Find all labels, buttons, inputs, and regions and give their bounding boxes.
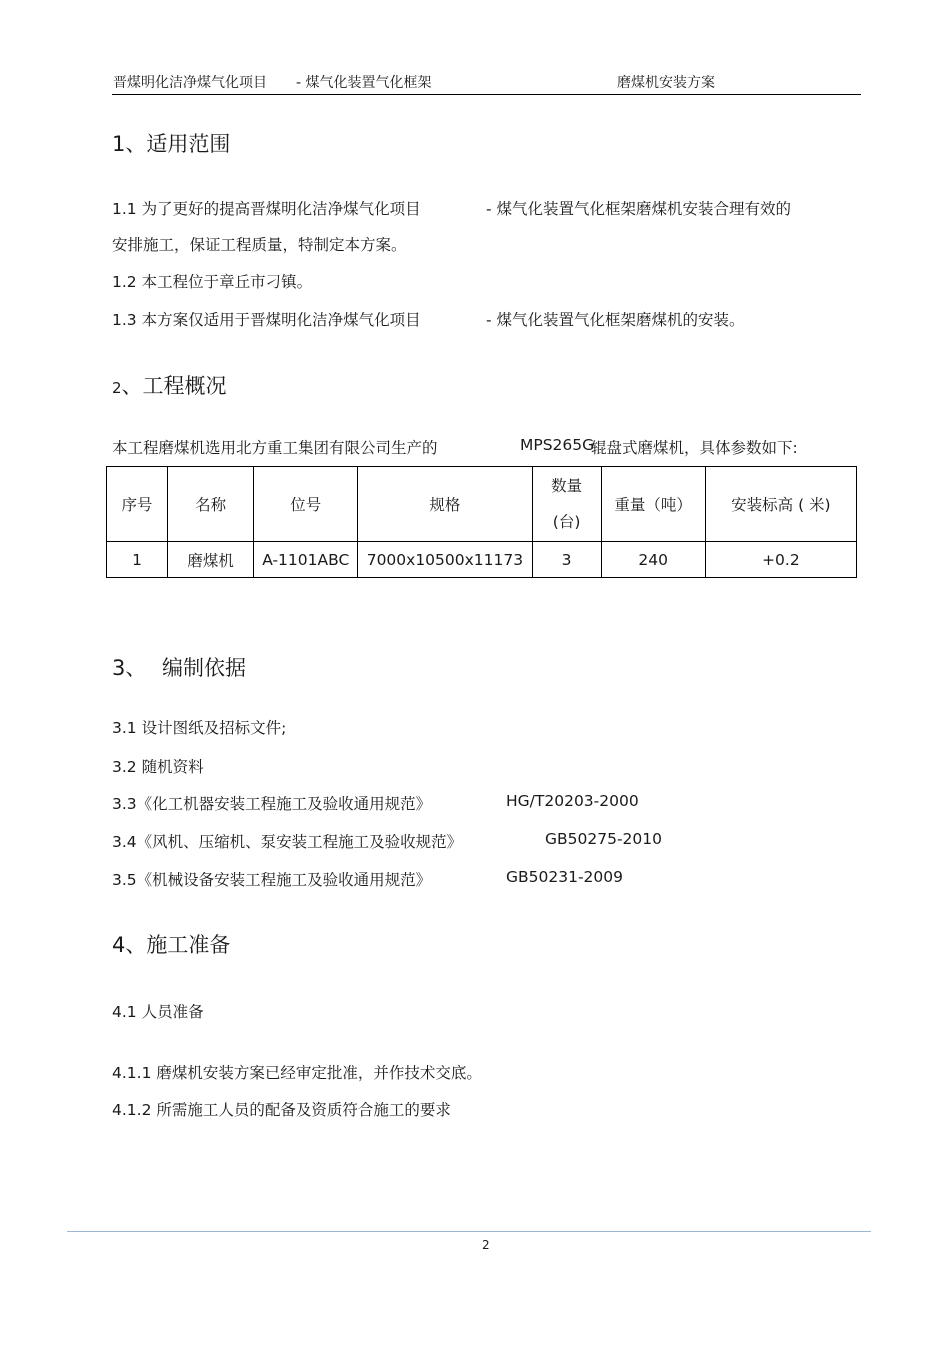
table-header-row [107,467,857,542]
cell-spec: 7000x10500x11173 [358,542,532,578]
ref-3-4-code: GB50275-2010 [545,830,662,848]
para-1-3-part-a: 1.3 本方案仅适用于晋煤明化洁净煤气化项目 [112,311,421,329]
section-1-title: 1、适用范围 [112,132,231,156]
parameter-table [106,466,857,578]
para-1-1-part-a: 1.1 为了更好的提高晋煤明化洁净煤气化项目 [112,200,421,218]
para-1-1-part-b: - 煤气化装置气化框架磨煤机安装合理有效的 [486,200,792,218]
header-qty [532,467,601,542]
para-1-1-part-c: 安排施工，保证工程质量，特制定本方案。 [112,236,407,254]
cell-name: 磨煤机 [168,542,254,578]
header-tag: 位号 [254,467,358,542]
section-3-title: 编制依据 [162,656,246,680]
ref-3-5-code: GB50231-2009 [506,868,623,886]
cell-no: 1 [107,542,168,578]
cell-tag: A-1101ABC [254,542,358,578]
table-row [107,542,857,578]
header-qty-top: 数量 [551,477,583,495]
intro-model: MPS265G [520,436,595,454]
header-qty-bottom: (台) [552,513,581,531]
ref-3-2: 3.2 随机资料 [112,758,204,776]
section-4-title: 4、施工准备 [112,933,231,957]
section-3-number: 3、 [112,656,147,680]
header-name: 名称 [168,467,254,542]
item-4-1-2: 4.1.2 所需施工人员的配备及资质符合施工的要求 [112,1101,451,1119]
intro-part-a: 本工程磨煤机选用北方重工集团有限公司生产的 [112,439,438,457]
section-2-title [112,370,227,400]
header-project: 晋煤明化洁净煤气化项目 [113,75,267,91]
para-1-2: 1.2 本工程位于章丘市刁镇。 [112,273,313,291]
header-doc-title: 磨煤机安装方案 [617,75,715,91]
ref-3-3-code: HG/T20203-2000 [506,792,639,810]
header-spec: 规格 [358,467,532,542]
header-no: 序号 [107,467,168,542]
cell-qty: 3 [532,542,601,578]
ref-3-4-title: 3.4《风机、压缩机、泵安装工程施工及验收规范》 [112,833,463,851]
ref-3-5-title: 3.5《机械设备安装工程施工及验收通用规范》 [112,871,432,889]
page-number: 2 [482,1238,490,1252]
ref-3-3-title: 3.3《化工机器安装工程施工及验收通用规范》 [112,795,432,813]
subsection-4-1: 4.1 人员准备 [112,1003,204,1021]
intro-part-b: 辊盘式磨煤机，具体参数如下: [591,439,798,457]
section-2-number: 2 [112,379,122,397]
header-divider [112,94,861,95]
ref-3-1: 3.1 设计图纸及招标文件; [112,719,287,737]
cell-weight: 240 [601,542,705,578]
para-1-3-part-b: - 煤气化装置气化框架磨煤机的安装。 [486,311,745,329]
footer-divider [67,1231,871,1232]
header-weight: 重量（吨） [601,467,705,542]
section-2-text: 、工程概况 [121,374,227,398]
item-4-1-1: 4.1.1 磨煤机安装方案已经审定批准，并作技术交底。 [112,1064,482,1082]
cell-elev: +0.2 [705,542,856,578]
header-unit: - 煤气化装置气化框架 [296,75,432,91]
header-elev: 安装标高 ( 米) [705,467,856,542]
